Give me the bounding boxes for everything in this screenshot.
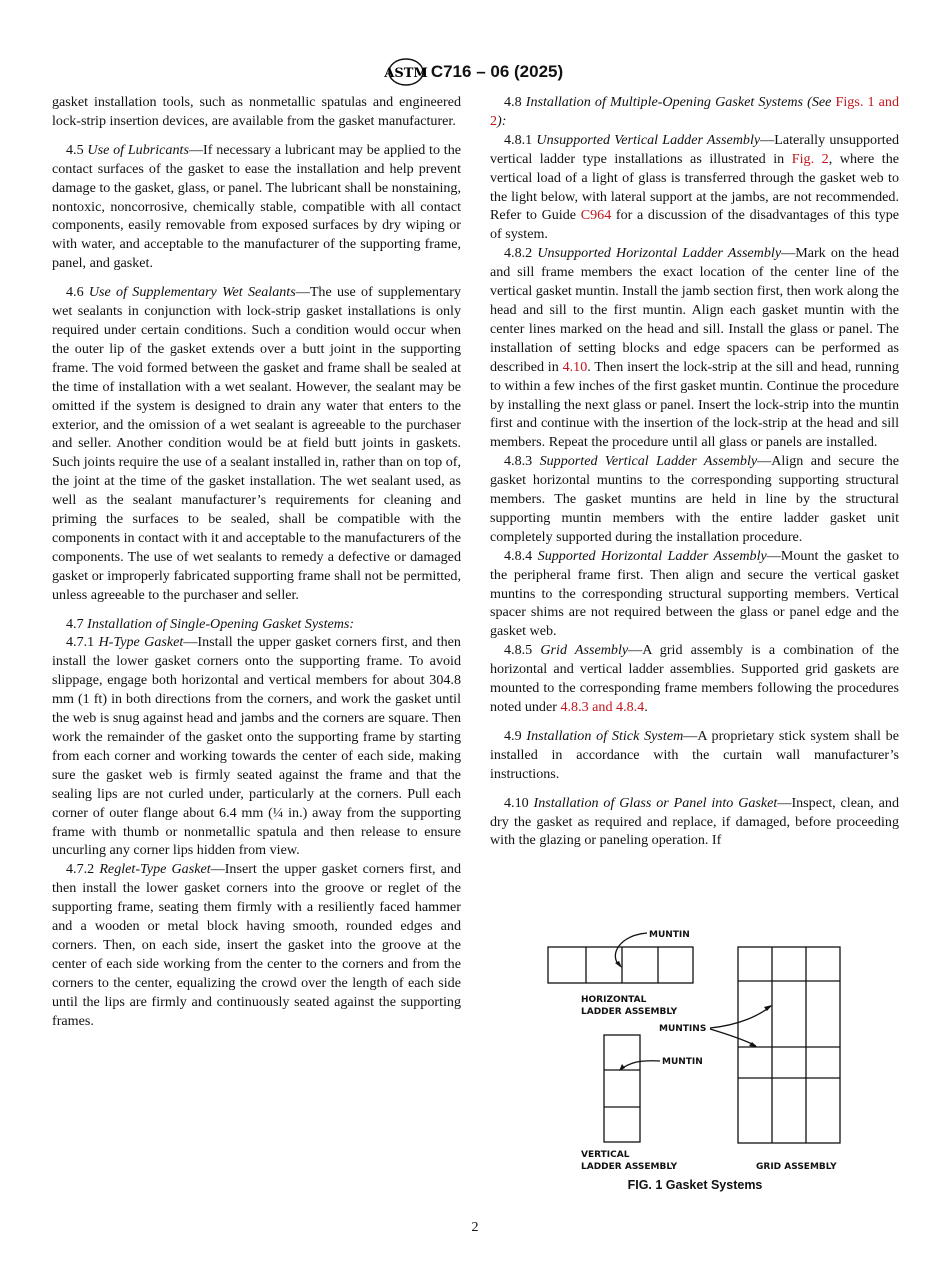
- section-title: Reglet-Type Gasket: [99, 861, 211, 878]
- section-title: Grid Assembly: [540, 642, 629, 659]
- paragraph-text: —Align and secure the gasket horizontal muntins to the corresponding supporting structural members. The gasket muntins are held in line by the structural supporting muntin members with the entire ladder gasket unit completely supported during the installation procedure.: [490, 453, 899, 545]
- paragraph-text: —Mark on the head and sill frame members the exact location of the center line of the vertical gasket muntin. Install the jamb section first, then work along the head and sill to the first muntin. Align each gasket muntin with the center lines marked on the head and sill. Install the glass or panel. The installation of setting blocks and edge spacers can be performed as described in: [490, 245, 900, 375]
- paragraph: [490, 727, 899, 784]
- page-header: [0, 57, 950, 87]
- page-number: 2: [471, 1220, 479, 1235]
- paragraph-text: —The use of supplementary wet sealants in conjunction with lock-strip gasket installations is only required under certain conditions. Such a condition would occur when the outer lip of the gasket extends over a butt joint in the supporting frame. The void formed between the gasket and frame shall be sealed at the time of installation with a wet sealant. However, the sealant may be omitted if the system is designed to drain any water that enters to the exterior, and the omission of a wet sealant is agreeable to the purchaser and seller. Another condition would be at field butt joints in gaskets. Such joints require the use of a sealant installed in, rather than on top of, the joint at the time of the gasket installation. The wet sealant used, as well as the sealant manufacturer’s requirements for cleaning and priming the surfaces to be sealed, shall be compatible with the components in contact with it and acceptable to the manufacturers of the components. The use of wet sealants to remedy a defective or damaged gasket or improperly fabricated supporting frame shall not be permitted, unless agreeable to the purchaser and seller.: [52, 284, 461, 603]
- paragraph-text: gasket installation tools, such as nonmetallic spatulas and engineered lock-strip insertion devices, are available from the gasket manufacturer.: [52, 94, 461, 129]
- paragraph-text: 4.6: [66, 284, 89, 301]
- label-grid: GRID ASSEMBLY: [756, 1162, 837, 1172]
- paragraph: [490, 452, 899, 547]
- paragraph-text: —If necessary a lubricant may be applied to the contact surfaces of the gasket to ease the installation and help prevent damage to the gasket, glass, or panel. The lubricant shall be nonstaining, nontoxic, noncorrosive, chemically stable, compatible with all contact components, easily removable from exposed surfaces by dry wiping or with water, and acceptable to the manufacturer of the supporting frame, panel, and gasket.: [52, 141, 462, 272]
- cross-reference-link[interactable]: Figs. 1 and 2: [490, 94, 900, 129]
- vertical-ladder-drawing: [604, 1035, 640, 1142]
- paragraph-text: 4.8.5: [504, 642, 541, 659]
- label-muntin-horizontal: MUNTIN: [649, 930, 690, 940]
- label-muntin-vertical: MUNTIN: [662, 1057, 703, 1067]
- figure-caption: FIG. 1 Gasket Systems: [627, 1178, 763, 1192]
- paragraph-text: , where the vertical load of a light of glass is transferred through the gasket web to the light below, with lateral support at the jambs, are not recommended. Refer to Guide: [490, 150, 900, 224]
- paragraph: [490, 244, 899, 452]
- left-column: [52, 93, 461, 1031]
- cross-reference-link[interactable]: 4.8.3 and 4.8.4: [560, 699, 645, 715]
- label-muntins: MUNTINS: [659, 1024, 707, 1034]
- section-title: Supported Horizontal Ladder Assembly: [537, 547, 767, 564]
- document-id: C716 – 06 (2025): [430, 62, 564, 81]
- paragraph-text: 4.7: [66, 615, 88, 632]
- paragraph-text: 4.7.2: [66, 861, 100, 878]
- section-title: Installation of Multiple-Opening Gasket Systems (See: [525, 94, 836, 110]
- paragraph-text: 4.9: [504, 727, 527, 744]
- paragraph: [52, 141, 461, 273]
- right-column: [490, 93, 899, 850]
- paragraph-text: —Inspect, clean, and dry the gasket as required and replace, if damaged, before proceeding with the glazing or paneling operation. If: [490, 794, 900, 849]
- paragraph-text: —Insert the upper gasket corners first, and then install the lower gasket corners into the groove or reglet of the supporting frame, seating them firmly with a resiliently faced hammer and a wooden or metal block having smooth, rounded edges and corners. Then, on each side, insert the gasket into the groove at the center of each side working from the center to the corners and from the corners to the center, equalizing the crowd over the length of each side until the lips are firmly and continuously seated against the supporting frames.: [52, 861, 461, 1029]
- section-title: Installation of Stick System: [526, 727, 684, 744]
- section-title: Supported Vertical Ladder Assembly: [539, 453, 758, 470]
- cross-reference-link[interactable]: C964: [580, 207, 612, 224]
- paragraph-text: for a discussion of the disadvantages of this type of system.: [490, 207, 900, 243]
- paragraph: [490, 794, 899, 851]
- section-title: Installation of Single-Opening Gasket Systems:: [87, 615, 355, 632]
- section-title: Use of Lubricants: [87, 141, 189, 158]
- section-title: Installation of Glass or Panel into Gasket: [533, 794, 778, 811]
- section-title: Use of Supplementary Wet Sealants: [88, 284, 296, 301]
- section-title: ):: [497, 112, 507, 129]
- paragraph-text: 4.8: [504, 94, 526, 110]
- cross-reference-link[interactable]: 4.10: [562, 358, 588, 375]
- paragraph: [52, 283, 461, 604]
- paragraph-text: 4.8.2: [504, 245, 538, 262]
- paragraph-text: 4.7.1: [66, 634, 99, 651]
- paragraph-text: —Laterally unsupported vertical ladder type installations as illustrated in: [490, 131, 899, 167]
- paragraph-text: . Then insert the lock-strip at the sill and head, running to within a few inches of the first gasket muntin. Continue the procedure by installing the next glass or panel. Insert the lock-strip into the muntin first and continue with the insertion of the lock-strip at the head and sill members. Repeat the procedure until all glass or panels are installed.: [490, 358, 900, 451]
- label-horizontal-1: HORIZONTAL: [581, 995, 647, 1005]
- paragraph-text: 4.8.4: [504, 547, 538, 564]
- paragraph-text: —Mount the gasket to the peripheral frame first. Then align and secure the vertical gasket muntins to the corresponding structural supporting members. Vertical spacer shims are not required between the glass or panel edge and the gasket web.: [490, 547, 899, 640]
- paragraph: [52, 860, 461, 1030]
- astm-logo-icon: [384, 57, 428, 87]
- section-title: Unsupported Horizontal Ladder Assembly: [537, 245, 782, 262]
- section-title: Unsupported Vertical Ladder Assembly: [536, 131, 761, 148]
- section-title: H-Type Gasket: [98, 634, 184, 651]
- svg-text:ASTM: ASTM: [384, 66, 428, 81]
- paragraph-text: 4.8.3: [504, 453, 540, 470]
- cross-reference-link[interactable]: Fig. 2: [791, 150, 829, 167]
- paragraph: [490, 93, 899, 131]
- paragraph-text: —A proprietary stick system shall be installed in accordance with the curtain wall manufacturer’s instructions.: [490, 727, 899, 782]
- paragraph: [52, 93, 461, 131]
- paragraph: [490, 131, 899, 244]
- paragraph-text: 4.10: [504, 794, 534, 811]
- label-horizontal-2: LADDER ASSEMBLY: [581, 1007, 678, 1017]
- paragraph-text: 4.5: [66, 141, 88, 158]
- label-vertical-2: LADDER ASSEMBLY: [581, 1162, 678, 1172]
- paragraph: [52, 615, 461, 634]
- paragraph-text: 4.8.1: [504, 131, 537, 148]
- label-vertical-1: VERTICAL: [581, 1150, 630, 1160]
- paragraph: [490, 547, 899, 642]
- paragraph-text: —Install the upper gasket corners first, and then install the lower gasket corners onto the supporting frame. To avoid slippage, engage both horizontal and vertical members for about 304.8 mm (1 ft) in both directions from the corners, and work the gasket until the web is snug against head and jambs and the corners are square. Then work the remainder of the gasket onto the supporting frame by starting from each corner and working towards the center of each side, making sure the gasket web is firmly seated against the frame and that the sealing lips are not curled under, particularly at the corners. Pull each corner of outer flange about 6.4 mm (¼ in.) away from the supporting frame with thumb or nonmetallic spatula and then release to ensure uncurling any corner lips hidden from view.: [52, 634, 461, 859]
- paragraph: [490, 641, 899, 717]
- paragraph: [52, 633, 461, 860]
- paragraph-text: .: [644, 699, 648, 715]
- figure-gasket-systems: [540, 915, 850, 1195]
- paragraph-text: —A grid assembly is a combination of the horizontal and vertical ladder assemblies. Supported grid gaskets are mounted to the corresponding frame members following the procedures noted under: [490, 642, 899, 715]
